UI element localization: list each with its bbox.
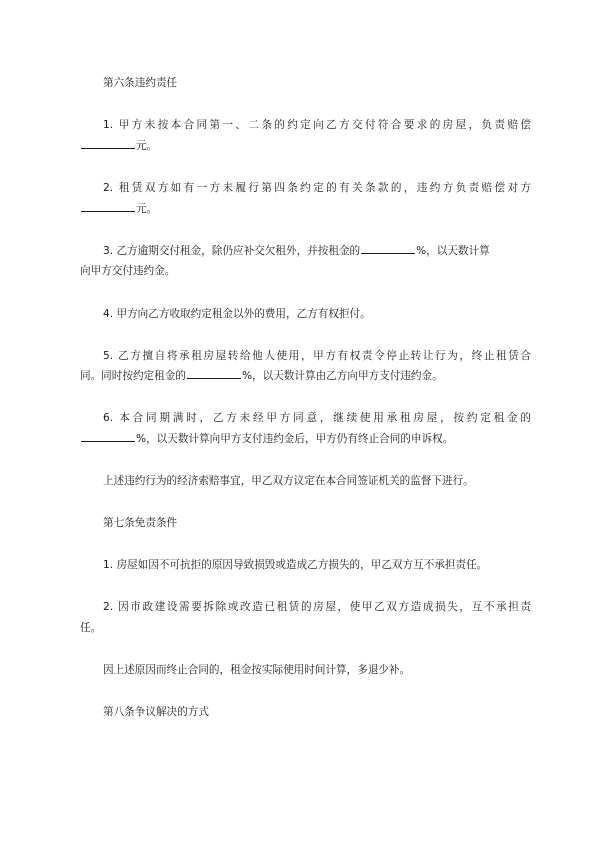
clause6-5-line2: 同。同时按约定租金的 %，以天数计算由乙方向甲方支付违约金。 xyxy=(80,370,443,382)
fill-blank[interactable] xyxy=(187,377,241,379)
clause6-1-line1: 1. 甲方未按本合同第一、二条的约定向乙方交付符合要求的房屋，负责赔偿 xyxy=(103,119,531,131)
clause7-2-line2: 任。 xyxy=(80,622,102,634)
clause6-1-line2: 元。 xyxy=(80,139,157,153)
article8-heading: 第八条争议解决的方式 xyxy=(103,706,209,718)
fill-blank[interactable] xyxy=(81,147,135,149)
article7-summary: 因上述原因而终止合同的，租金按实际使用时间计算，多退少补。 xyxy=(103,664,411,676)
clause6-4-line1: 4. 甲方向乙方收取约定租金以外的费用，乙方有权拒付。 xyxy=(103,308,371,320)
article7-heading: 第七条免责条件 xyxy=(103,517,178,529)
fill-blank[interactable] xyxy=(81,210,135,212)
clause7-2-line1: 2. 因市政建设需要拆除或改造已租赁的房屋，使甲乙双方造成损失，互不承担责 xyxy=(103,601,531,613)
clause6-2-line2: 元。 xyxy=(80,202,157,216)
fill-blank[interactable] xyxy=(81,440,135,442)
clause6-6-line1: 6. 本合同期满时，乙方未经甲方同意，继续使用承租房屋，按约定租金的 xyxy=(103,412,531,424)
clause6-5-line1: 5. 乙方擅自将承租房屋转给他人使用，甲方有权责令停止转让行为，终止租赁合 xyxy=(103,350,531,362)
clause7-1: 1. 房屋如因不可抗拒的原因导致损毁或造成乙方损失的，甲乙双方互不承担责任。 xyxy=(103,559,488,571)
clause6-6-line2: %，以天数计算向甲方支付违约金后，甲方仍有终止合同的申诉权。 xyxy=(80,432,453,446)
clause6-2-line1: 2. 租赁双方如有一方未履行第四条约定的有关条款的，违约方负责赔偿对方 xyxy=(103,182,531,194)
clause6-3-line1: 3. 乙方逾期交付租金，除仍应补交欠租外，并按租金的 %，以天数计算 xyxy=(103,245,490,257)
article6-heading: 第六条违约责任 xyxy=(103,77,178,89)
article6-summary: 上述违约行为的经济索赔事宜，甲乙双方议定在本合同签证机关的监督下进行。 xyxy=(103,475,474,487)
clause6-3-line2: 向甲方交付违约金。 xyxy=(80,265,176,277)
fill-blank[interactable] xyxy=(361,252,415,254)
